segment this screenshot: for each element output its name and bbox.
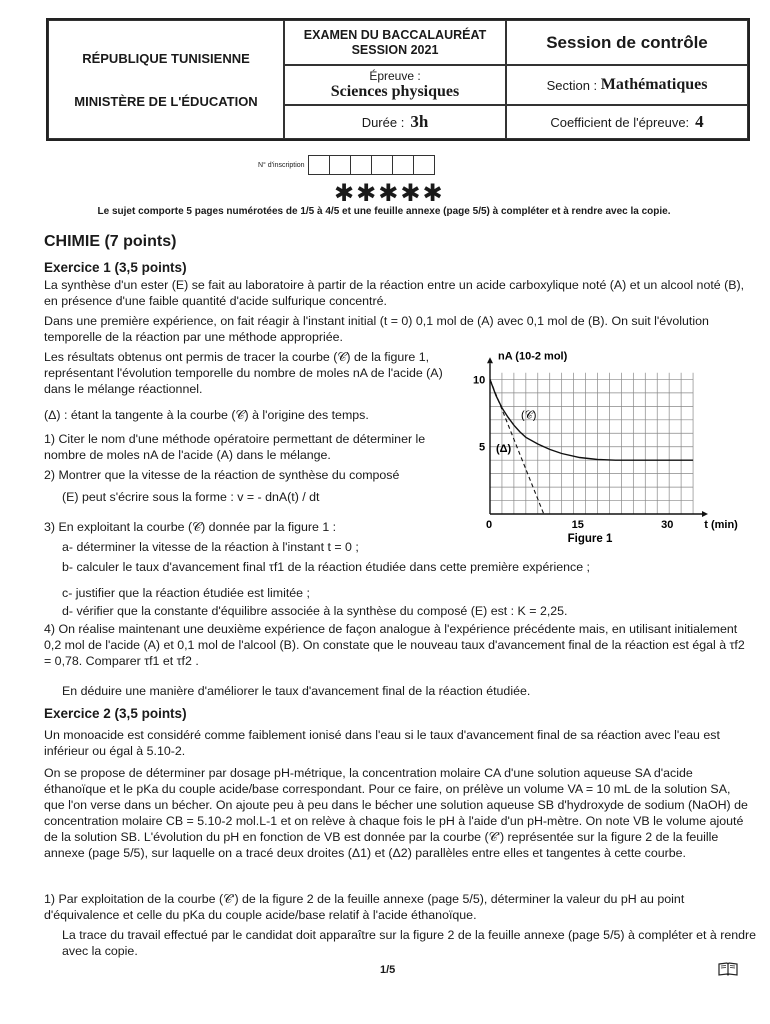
page-number: 1/5 — [380, 964, 396, 976]
ex1-p2: Dans une première expérience, on fait réagir à l'instant initial (t = 0) 0,1 mol de (A) avec 0,1 mol de (B). On suit l'évolution temporelle de la réaction par une méthode appropriée. — [44, 314, 709, 344]
coef-value: 4 — [695, 112, 704, 131]
ex2-title: Exercice 2 (3,5 points) — [44, 706, 187, 721]
section-value: Mathématiques — [600, 76, 708, 93]
y-axis-label: nA (10-2 mol) — [498, 350, 568, 363]
ex1-q3: 3) En exploitant la courbe (𝒞) donnée par la figure 1 : — [44, 520, 337, 534]
exam-line1: EXAMEN DU BACCALAURÉAT — [303, 27, 487, 42]
ex1-q1: 1) Citer le nom d'une méthode opératoire permettant de déterminer le nombre de moles nA de l'acide (A) dans le mélange. — [44, 432, 426, 462]
coef-label: Coefficient de l'épreuve: — [550, 114, 690, 130]
duree-value: 3h — [410, 112, 429, 131]
ex1-title: Exercice 1 (3,5 points) — [44, 260, 187, 275]
epreuve-label: Épreuve : — [369, 69, 421, 83]
chimie-title: CHIMIE (7 points) — [44, 233, 177, 250]
y-tick-label: 10 — [473, 374, 486, 387]
ex1-q4b: En déduire une manière d'améliorer le taux d'avancement final de la réaction étudiée. — [62, 684, 531, 698]
duree — [284, 105, 506, 139]
chart-svg — [473, 342, 748, 552]
session-type: Session de contrôle — [506, 20, 748, 65]
epreuve-value: Sciences physiques — [330, 83, 460, 100]
x-tick-label: 0 — [486, 519, 493, 531]
ex1-p3: Les résultats obtenus ont permis de tracer la courbe (𝒞) de la figure 1, représentant l'évolution temporelle du nombre de moles nA de l'acide (A) dans le mélange réactionnel. — [44, 350, 443, 396]
curve-label-delta: (Δ) — [495, 443, 512, 456]
stars: ✱✱✱✱✱ — [334, 180, 445, 207]
coefficient — [506, 105, 748, 139]
ex2-q1b: La trace du travail effectué par le candidat doit apparaître sur la figure 2 de la feuille annexe (page 5/5) à compléter et à rendre avec la copie. — [62, 928, 757, 958]
x-tick-label: 30 — [661, 519, 674, 531]
duree-label: Durée : — [361, 114, 405, 130]
section-label: Section : — [546, 77, 598, 93]
header-authority — [48, 20, 284, 139]
ex1-q3b: b- calculer le taux d'avancement final τf1 de la réaction étudiée dans cette première expérience ; — [62, 560, 590, 574]
y-arrow — [487, 357, 493, 363]
figure-1 — [473, 342, 748, 552]
exam-title — [284, 20, 506, 65]
ex2-p2: On se propose de déterminer par dosage pH-métrique, la concentration molaire CA d'une solution aqueuse SA d'acide éthanoïque et le pKa du couple acide/base correspondant. Pour ce faire, on prélève un volume VA = 10 mL de la solution SA, que l'on verse dans un bécher. On ajoute peu à peu dans le bécher une solution aqueuse SB d'hydroxyde de sodium (NaOH) de concentration molaire CB = 5.10-2 mol.L-1 et on relève à chaque fois le pH à l'aide d'un pH-mètre. On note VB le volume ajouté de la solution SB. L'évolution du pH en fonction de VB est donnée par la courbe (𝒞') représentée sur la figure 2 de la feuille annexe (page 5/5), sur laquelle on a tracé deux droites (Δ1) et (Δ2) parallèles entre elles et tangentes à cette courbe. — [44, 766, 748, 860]
x-arrow — [702, 511, 708, 517]
exam-line2: SESSION 2021 — [351, 42, 439, 57]
x-axis-label: t (min) — [704, 519, 738, 531]
ex2-p1: Un monoacide est considéré comme faiblement ionisé dans l'eau si le taux d'avancement final de sa réaction avec l'eau est inférieur ou égal à 5.10-2. — [44, 728, 720, 758]
inscription-boxes[interactable] — [309, 155, 435, 175]
ex1-q3a: a- déterminer la vitesse de la réaction à l'instant t = 0 ; — [62, 540, 359, 554]
y-tick-label: 5 — [479, 441, 486, 454]
header-table — [46, 18, 750, 141]
section — [506, 65, 748, 105]
epreuve — [284, 65, 506, 105]
x-tick-label: 15 — [571, 519, 584, 531]
ex1-p1: La synthèse d'un ester (E) se fait au laboratoire à partir de la réaction entre un acide carboxylique noté (A) et un alcool noté (B), en présence d'une faible quantité d'acide sulfurique concentré. — [44, 278, 745, 308]
ex1-q3d: d- vérifier que la constante d'équilibre associée à la synthèse du composé (E) est : K = 2,25. — [62, 604, 568, 618]
curve-label-c: (𝒞) — [521, 409, 537, 422]
ex2-q1: 1) Par exploitation de la courbe (𝒞') de la figure 2 de la feuille annexe (page 5/5), déterminer la valeur du pH au point d'équivalence et celle du pKa du couple acide/base relatif à l'acide éthanoïque. — [44, 892, 685, 922]
inscription-field — [258, 155, 435, 175]
ex1-q2a: 2) Montrer que la vitesse de la réaction de synthèse du composé — [44, 468, 400, 482]
figure-title: Figure 1 — [567, 533, 613, 545]
country: RÉPUBLIQUE TUNISIENNE — [82, 50, 250, 66]
ex1-q2b: (E) peut s'écrire sous la forme : v = - dnA(t) / dt — [62, 490, 320, 504]
ex1-p4: (Δ) : étant la tangente à la courbe (𝒞) à l'origine des temps. — [44, 408, 369, 422]
inscription-label: N° d'inscription — [258, 161, 305, 169]
book-icon — [718, 962, 738, 976]
ex1-q3c: c- justifier que la réaction étudiée est limitée ; — [62, 586, 310, 600]
ministry: MINISTÈRE DE L'ÉDUCATION — [74, 93, 258, 109]
ex1-q4: 4) On réalise maintenant une deuxième expérience de façon analogue à l'expérience précédente mais, en utilisant initialement 0,2 mol de l'acide (A) et 0,1 mol de l'alcool (B). On constate que le nouveau taux d'avancement final de la réaction est égal à τf2 = 0,78. Comparer τf1 et τf2 . — [44, 622, 745, 668]
subject-note: Le sujet comporte 5 pages numérotées de 1/5 à 4/5 et une feuille annexe (page 5/5) à compléter et à rendre avec la copie. — [97, 206, 671, 217]
